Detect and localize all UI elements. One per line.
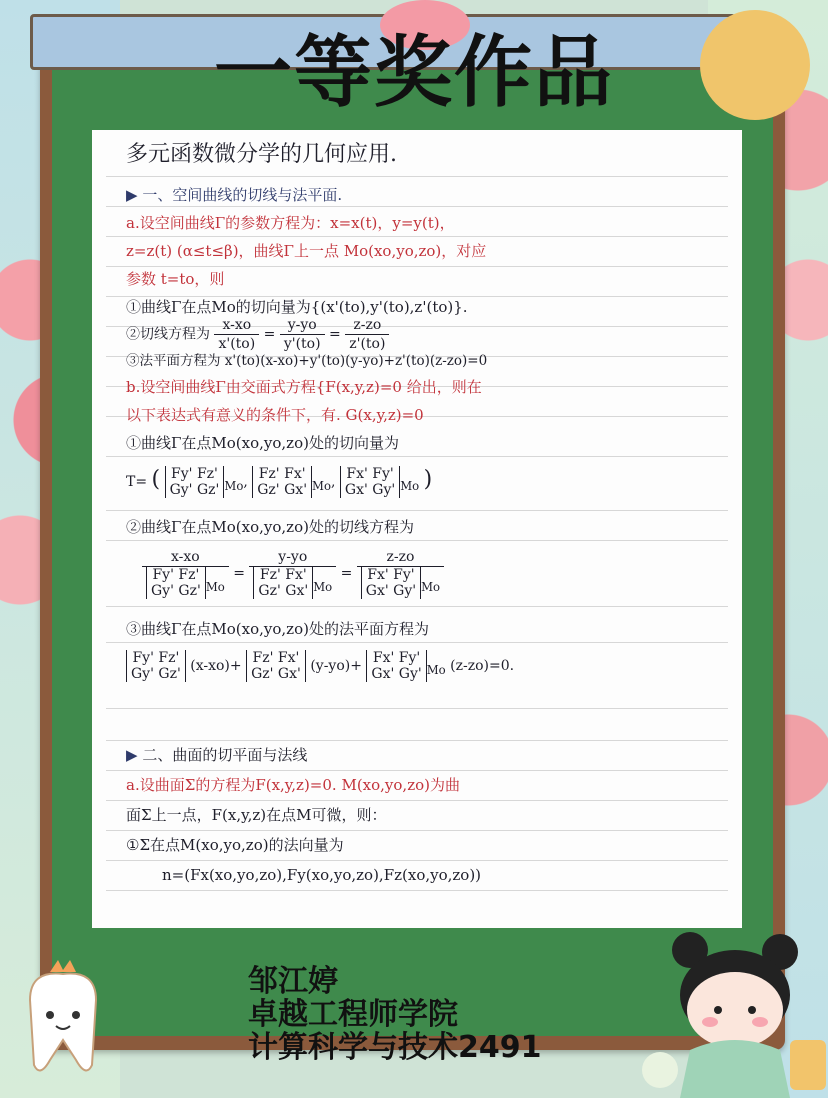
det-subscript: Mo bbox=[426, 662, 446, 677]
ruled-line bbox=[106, 266, 728, 267]
fraction-denominator: x'(to) bbox=[218, 336, 256, 352]
fraction bbox=[345, 316, 389, 353]
fraction bbox=[214, 316, 259, 353]
fraction-numerator: z-zo bbox=[345, 316, 389, 335]
tooth-mascot-illustration bbox=[20, 960, 106, 1080]
det-subscript: Mo bbox=[421, 579, 441, 594]
det-row: Gy' Gz' bbox=[169, 482, 220, 498]
item2-label: ②切线方程为 bbox=[126, 326, 210, 343]
section1-a-line3: 参数 t=to，则 bbox=[126, 270, 225, 288]
ruled-line bbox=[106, 860, 728, 861]
determinant bbox=[340, 466, 400, 498]
det-row: Fz' Fx' bbox=[252, 650, 300, 666]
ruled-line bbox=[106, 708, 728, 709]
author-school: 卓越工程师学院 bbox=[248, 997, 458, 1032]
fraction-denominator bbox=[357, 567, 444, 599]
section2-title: 二、曲面的切平面与法线 bbox=[142, 746, 308, 764]
ruled-line bbox=[106, 606, 728, 607]
fraction bbox=[142, 548, 229, 599]
section1-b-item2 bbox=[126, 518, 414, 536]
tangent-vector-formula: T= ( Fy' Fz' Gy' Gz' $_{Mo}$, Fz' Fx' Gz' Gx' $_{Mo}$, Fx' Fy' Gx' Gy' $_{Mo}$ ) bbox=[126, 466, 433, 498]
page-title: 一等奖作品 bbox=[213, 28, 614, 118]
section2-n-formula: n=(Fx(xo,yo,zo),Fy(xo,yo,zo),Fz(xo,yo,zo)) bbox=[162, 866, 482, 884]
b-item2-text: ②曲线Γ在点Mo(xo,yo,zo)处的切线方程为 bbox=[126, 518, 414, 536]
det-row: Fy' Fz' bbox=[171, 466, 218, 482]
determinant bbox=[253, 567, 313, 599]
fraction-denominator: y'(to) bbox=[283, 336, 321, 352]
det-row: Gz' Gx' bbox=[251, 666, 301, 682]
det-row: Gx' Gy' bbox=[344, 482, 396, 498]
section2-a-line2: 面Σ上一点，F(x,y,z)在点M可微，则： bbox=[126, 806, 387, 824]
section1-a-line1: a.设空间曲线Γ的参数方程为：x=x(t)，y=y(t)， bbox=[126, 214, 455, 232]
fraction-denominator bbox=[142, 567, 229, 599]
section1-a-line2: z=z(t) (α≤t≤β)，曲线Γ上一点 Mo(xo,yo,zo)，对应 bbox=[126, 242, 487, 260]
ruled-line bbox=[106, 800, 728, 801]
fraction-numerator: x-xo bbox=[214, 316, 259, 335]
ruled-line bbox=[106, 642, 728, 643]
section1-item1: ①曲线Γ在点Mo的切向量为{(x'(to),y'(to),z'(to)}. bbox=[126, 298, 468, 316]
fraction bbox=[357, 548, 444, 599]
det-row: Fx' Fy' bbox=[367, 567, 415, 583]
note-heading: 多元函数微分学的几何应用. bbox=[126, 142, 397, 167]
det-row: Fz' Fx' bbox=[259, 567, 307, 583]
ruled-line bbox=[106, 176, 728, 177]
t-label: T= bbox=[126, 474, 148, 490]
ruled-line bbox=[106, 770, 728, 771]
normal-plane-formula: Fy' Fz' Gy' Gz' (x-xo)+ Fz' Fx' Gz' Gx' (y-yo)+ Fx' Fy' Gx' Gy' $_{Mo}$ (z-zo)=0. bbox=[126, 650, 514, 682]
ruled-line bbox=[106, 296, 728, 297]
tangent-line-formula: x-xo Fy' Fz' Gy' Gz' $_{Mo}$ = y-yo Fz' Fx' Gz' Gx' $_{Mo}$ = z-zo Fx' Fy' Gx' Gy' $_{Mo}$ bbox=[142, 548, 444, 599]
determinant bbox=[165, 466, 225, 498]
det-subscript: Mo bbox=[312, 478, 331, 493]
determinant bbox=[366, 650, 426, 682]
section1-b-line1: b.设空间曲线Γ由交面式方程{F(x,y,z)=0 给出，则在 bbox=[126, 378, 482, 396]
ruled-line bbox=[106, 890, 728, 891]
b-item3-text: ③曲线Γ在点Mo(xo,yo,zo)处的法平面方程为 bbox=[126, 620, 429, 638]
author-class: 计算科学与技术2491 bbox=[248, 1030, 542, 1065]
det-row: Fx' Fy' bbox=[346, 466, 394, 482]
fraction-denominator bbox=[249, 567, 336, 599]
fraction-numerator: z-zo bbox=[357, 548, 444, 567]
ruled-line bbox=[106, 236, 728, 237]
det-row: Fy' Fz' bbox=[152, 567, 200, 583]
fraction-numerator: y-yo bbox=[249, 548, 336, 567]
section-marker-icon: ▶ bbox=[126, 746, 138, 764]
note-paper bbox=[92, 130, 742, 928]
section2-a-line1: a.设曲面Σ的方程为F(x,y,z)=0. M(xo,yo,zo)为曲 bbox=[126, 776, 460, 794]
det-subscript: Mo bbox=[205, 579, 225, 594]
determinant bbox=[126, 650, 186, 682]
determinant bbox=[361, 567, 421, 599]
determinant bbox=[246, 650, 306, 682]
det-row: Gx' Gy' bbox=[365, 583, 417, 599]
section1-item3: ③法平面方程为 x'(to)(x-xo)+y'(to)(y-yo)+z'(to)(z-zo)=0 bbox=[126, 353, 488, 369]
det-row: Fy' Fz' bbox=[132, 650, 180, 666]
author-name: 邹江婷 bbox=[248, 964, 338, 999]
det-row: Gx' Gy' bbox=[371, 666, 422, 682]
author-info bbox=[248, 965, 542, 1064]
det-row: Gy' Gz' bbox=[131, 666, 181, 682]
fraction bbox=[249, 548, 336, 599]
ruled-line bbox=[106, 456, 728, 457]
det-row: Gz' Gx' bbox=[257, 482, 308, 498]
det-row: Fz' Fx' bbox=[258, 466, 306, 482]
det-subscript: Mo bbox=[224, 478, 244, 493]
fraction bbox=[280, 316, 325, 353]
fraction-denominator: z'(to) bbox=[349, 336, 386, 352]
section1-b-line2: 以下表达式有意义的条件下，有. G(x,y,z)=0 bbox=[126, 406, 424, 424]
section1-b-item3 bbox=[126, 620, 429, 638]
det-subscript: Mo bbox=[313, 579, 333, 594]
section-marker-icon: ▶ bbox=[126, 186, 138, 204]
det-row: Gz' Gx' bbox=[258, 583, 309, 599]
ruled-line bbox=[106, 830, 728, 831]
det-row: Gy' Gz' bbox=[151, 583, 201, 599]
section1-b-item1: ①曲线Γ在点Mo(xo,yo,zo)处的切向量为 bbox=[126, 434, 399, 452]
ruled-line bbox=[106, 510, 728, 511]
ruled-line bbox=[106, 740, 728, 741]
section1-item2: ②切线方程为 $\frac{x-xo}{x'(to)}$ = $\frac{y-yo}{y'(to)}$ = $\frac{z-zo}{z'(to)}$ bbox=[126, 316, 389, 353]
determinant bbox=[146, 567, 206, 599]
ruled-line bbox=[106, 206, 728, 207]
section1-title: 一、空间曲线的切线与法平面. bbox=[142, 186, 343, 204]
fraction-numerator: y-yo bbox=[280, 316, 325, 335]
determinant bbox=[252, 466, 312, 498]
section2-item1: ①Σ在点M(xo,yo,zo)的法向量为 bbox=[126, 836, 344, 854]
girl-mascot-illustration bbox=[630, 930, 828, 1098]
ruled-line bbox=[106, 540, 728, 541]
det-subscript: Mo bbox=[400, 478, 420, 493]
det-row: Fx' Fy' bbox=[372, 650, 421, 666]
fraction-numerator: x-xo bbox=[142, 548, 229, 567]
